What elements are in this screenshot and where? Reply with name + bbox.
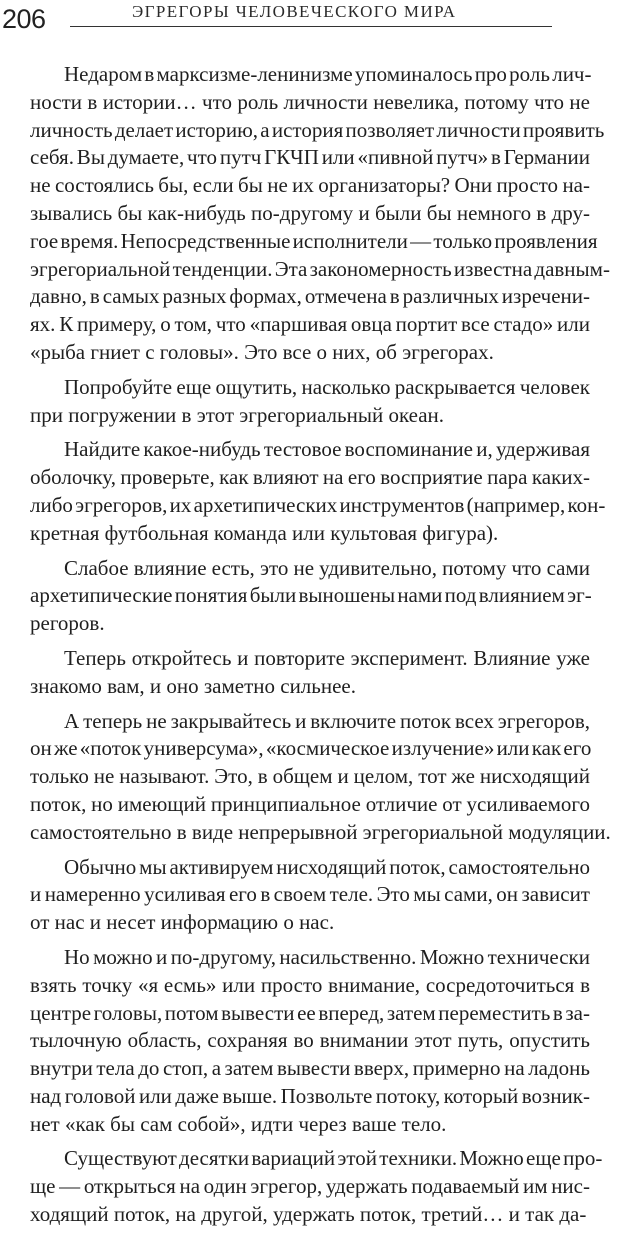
text-line: регоров. (30, 611, 105, 636)
text-line: Теперь откройтесь и повторите эксперимент. Влияние уже (64, 645, 590, 670)
text-line: взять точку «я есмь» или просто внимание, сосредоточиться в (30, 972, 590, 997)
text-line: кретная футбольная команда или культовая фигура). (30, 520, 499, 545)
text-line: либо эгрегоров, их архетипических инструментов (например, кон- (30, 492, 606, 517)
text-line: Недаром в марксизме-ленинизме упоминалось про роль лич- (64, 62, 592, 86)
text-line: Найдите какое-нибудь тестовое воспоминание и, удерживая (64, 437, 590, 462)
text-line: над головой или даже выше. Позвольте потоку, который возник- (30, 1083, 590, 1108)
text-line: Но можно и по-другому, насильственно. Можно технически (64, 944, 590, 969)
paragraph (30, 708, 620, 847)
text-line: ходящий поток, на другой, удержать поток, третий… и так да- (30, 1202, 587, 1227)
paragraph (30, 854, 620, 937)
text-line: себя. Вы думаете, что путч ГКЧП или «пивной путч» в Германии (30, 145, 590, 170)
paragraph (30, 1145, 620, 1228)
text-line: самостоятельно в виде непрерывной эгрегориальной модуляции. (30, 819, 611, 844)
text-line: Попробуйте еще ощутить, насколько раскрывается человек (64, 374, 590, 399)
text-line: ности в истории… что роль личности невелика, потому что не (30, 89, 590, 114)
text-line: не состоялись бы, если бы не их организаторы? Они просто на- (30, 173, 590, 198)
text-line: эгрегориальной тенденции. Эта закономерность известна давным- (30, 256, 610, 281)
paragraph (30, 436, 620, 547)
text-line: зывались бы как-нибудь по-другому и были бы немного в дру- (30, 200, 590, 225)
text-line: оболочку, проверьте, как влияют на его восприятие пара каких- (30, 465, 590, 490)
text-line: давно, в самых разных формах, отмечена в различных изречени- (30, 284, 590, 309)
paragraph (30, 555, 620, 638)
text-line: Обычно мы активируем нисходящий поток, самостоятельно (64, 854, 590, 879)
text-line: тылочную область, сохраняя во внимании этот путь, опустить (30, 1028, 590, 1053)
paragraph (30, 374, 620, 430)
text-line: при погружении в этот эгрегориальный океан. (30, 402, 445, 427)
text-line: А теперь не закрывайтесь и включите поток всех эгрегоров, (64, 708, 590, 733)
text-line: личность делает историю, а история позволяет личности проявить (30, 117, 605, 142)
text-line: Слабое влияние есть, это не удивительно, потому что сами (64, 555, 590, 580)
page-header (0, 0, 620, 44)
header-rule (70, 26, 552, 27)
paragraph (30, 645, 620, 701)
text-line: поток, но имеющий принципиальное отличие от усиливаемого (30, 791, 590, 816)
paragraph (30, 61, 620, 367)
text-line: центре головы, потом вывести ее вперед, затем переместить в за- (30, 1000, 590, 1025)
text-line: ще — открыться на один эгрегор, удержать подаваемый им нис- (30, 1174, 590, 1199)
text-line: гое время. Непосредственные исполнители — только проявления (30, 228, 598, 253)
text-line: Существуют десятки вариаций этой техники. Можно еще про- (64, 1146, 603, 1171)
text-line: нет «как бы сам собой», идти через ваше тело. (30, 1111, 447, 1136)
text-line: только не называют. Это, в общем и целом, тот же нисходящий (30, 764, 590, 789)
running-title: ЭГРЕГОРЫ ЧЕЛОВЕЧЕСКОГО МИРА (132, 2, 457, 21)
text-line: от нас и несет информацию о нас. (30, 910, 335, 935)
text-line: «рыба гниет с головы». Это все о них, об эгрегорах. (30, 339, 494, 364)
text-line: и намеренно усиливая его в своем теле. Это мы сами, он зависит (30, 882, 590, 907)
body-text (30, 61, 620, 1236)
text-line: ях. К примеру, о том, что «паршивая овца портит все стадо» или (30, 312, 590, 337)
paragraph (30, 944, 620, 1139)
text-line: знакомо вам, и оно заметно сильнее. (30, 673, 356, 698)
text-line: внутри тела до стоп, а затем вывести вверх, примерно на ладонь (30, 1056, 590, 1081)
page-number: 206 (2, 4, 46, 34)
text-line: он же «поток универсума», «космическое излучение» или как его (30, 736, 592, 761)
text-line: архетипические понятия были выношены нами под влиянием эг- (30, 583, 592, 608)
